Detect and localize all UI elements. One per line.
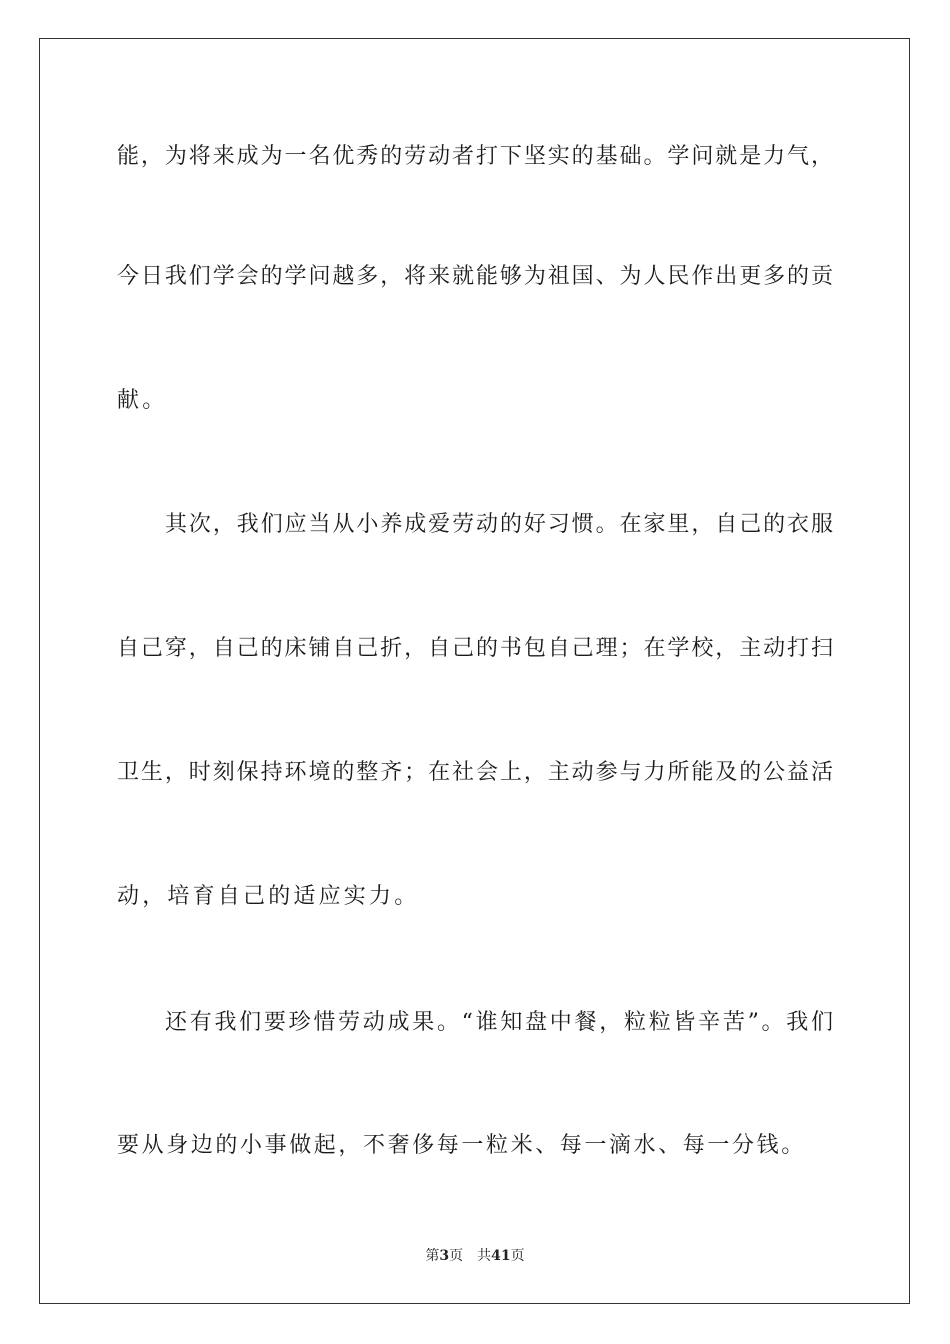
paragraph-line-8: 还有我们要珍惜劳动成果。“谁知盘中餐，粒粒皆辛苦”。我们 [165, 1010, 833, 1035]
paragraph-line-9: 要从身边的小事做起，不奢侈每一粒米、每一滴水、每一分钱。 [117, 1133, 806, 1158]
paragraph-line-7: 动，培育自己的适应实力。 [117, 884, 420, 909]
page-footer [0, 1247, 950, 1265]
paragraph-line-6: 卫生，时刻保持环境的整齐；在社会上，主动参与力所能及的公益活 [117, 760, 833, 785]
footer-page-prefix: 第 [425, 1248, 440, 1264]
paragraph-line-1: 能，为将来成为一名优秀的劳动者打下坚实的基础。学问就是力气， [117, 144, 833, 169]
footer-total-prefix: 共 [477, 1248, 492, 1264]
footer-page-suffix: 页 [449, 1248, 464, 1264]
footer-page-number: 3 [439, 1248, 450, 1264]
page-frame [39, 38, 910, 1304]
footer-total-suffix: 页 [510, 1248, 525, 1264]
paragraph-line-3: 献。 [117, 388, 168, 413]
footer-total-pages: 41 [491, 1248, 511, 1264]
paragraph-line-5: 自己穿，自己的床铺自己折，自己的书包自己理；在学校，主动打扫 [117, 636, 833, 661]
paragraph-line-2: 今日我们学会的学问越多，将来就能够为祖国、为人民作出更多的贡 [117, 264, 833, 289]
paragraph-line-4: 其次，我们应当从小养成爱劳动的好习惯。在家里，自己的衣服 [165, 512, 833, 537]
